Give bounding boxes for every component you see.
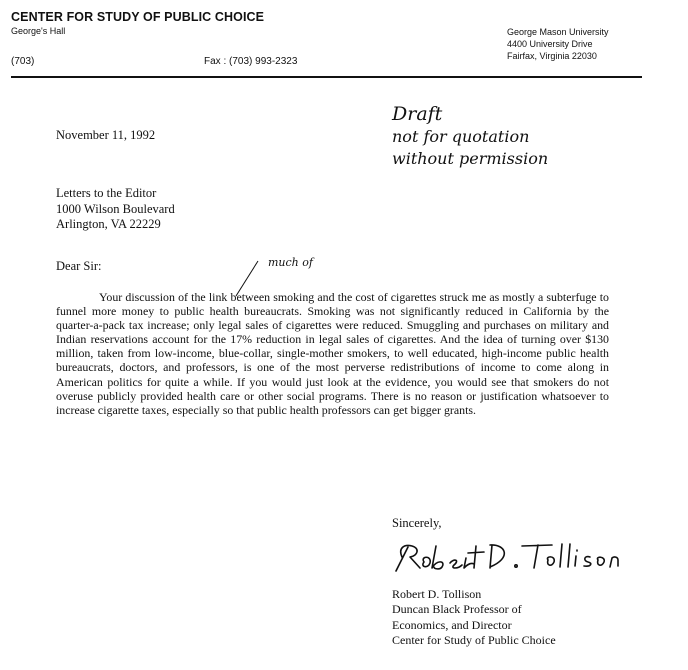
salutation: Dear Sir:: [56, 259, 102, 273]
handwritten-note-line1: Draft: [392, 103, 443, 125]
body-paragraph: Your discussion of the link between smoking and the cost of cigarettes struck me as mostly a subterfuge to funnel more money to public health bureaucrats. Smoking was not significantly reduced in California by the quarter-a-pack tax increase; only legal sales of cigarettes were reduced. Smuggling and purchases on military and Indian reservations account for the 17% reduction in legal sales of cigarettes. And the idea of turning over $130 million, taken from low-income, blue-collar, single-mother smokers, to well educated, high-income public health bureaucrats, doctors, and professors, is one of the most perverse redistributions of income to come along in American politics for quite a while. If you would just look at the evidence, you would see that smokers do not overuse publicly provided health care or other social programs. There is no reason or justification whatsoever to increase cigarette taxes, especially so that public health professors can get bigger grants.: [56, 290, 609, 417]
handwritten-note-line2: not for quotation: [392, 127, 530, 146]
handwritten-signature: [396, 544, 618, 571]
recipient-line: Letters to the Editor: [56, 186, 157, 200]
city-state-zip: Fairfax, Virginia 22030: [507, 51, 597, 61]
street-address: 4400 University Drive: [507, 39, 593, 49]
signer-title: Center for Study of Public Choice: [392, 633, 556, 648]
recipient-address: [56, 186, 175, 233]
letter-date: November 11, 1992: [56, 128, 156, 142]
university-name: George Mason University: [507, 27, 609, 37]
letter-body: [56, 290, 609, 417]
phone-number: (703): [11, 56, 35, 67]
signer-title: Economics, and Director: [392, 617, 512, 632]
insertion-note: much of: [268, 256, 313, 269]
organization-name: CENTER FOR STUDY OF PUBLIC CHOICE: [11, 10, 265, 24]
signer-name: Robert D. Tollison: [392, 587, 482, 601]
handwritten-note-line3: without permission: [392, 149, 549, 168]
closing: Sincerely,: [392, 516, 442, 530]
signature-block: [392, 587, 556, 649]
building-name: George's Hall: [11, 26, 66, 36]
recipient-line: Arlington, VA 22229: [56, 217, 161, 231]
fax-number: Fax : (703) 993-2323: [204, 56, 298, 67]
recipient-line: 1000 Wilson Boulevard: [56, 201, 175, 216]
signer-title: Duncan Black Professor of: [392, 602, 522, 617]
